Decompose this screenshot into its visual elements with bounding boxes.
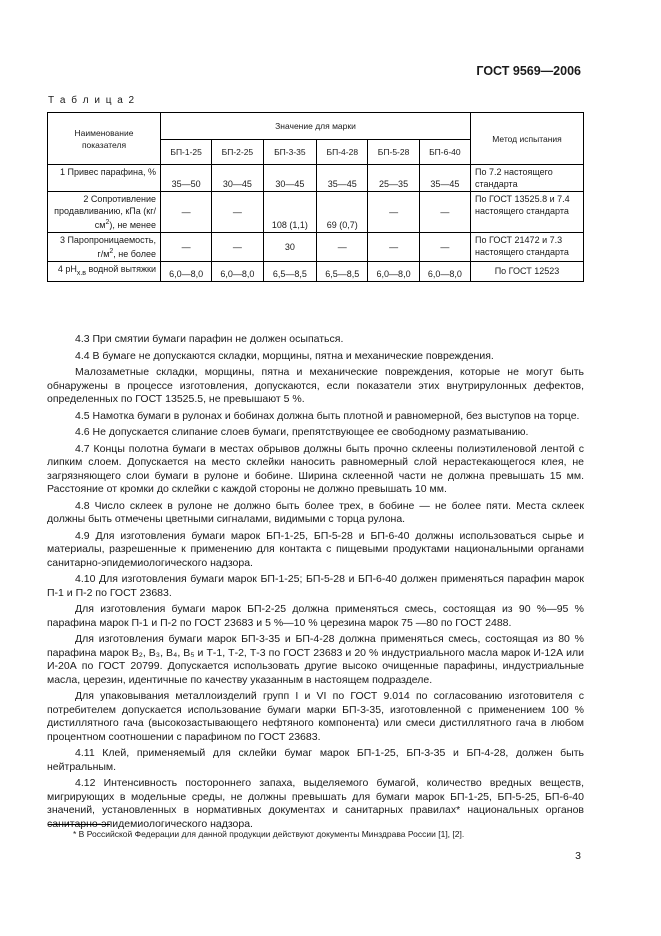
cell-value: — <box>368 192 419 233</box>
header-method: Метод испытания <box>471 113 584 165</box>
cell-value: 69 (0,7) <box>317 192 368 233</box>
header-value: Значение для марки <box>161 113 471 140</box>
document-header: ГОСТ 9569—2006 <box>476 64 581 78</box>
paragraph: 4.4 В бумаге не допускаются складки, морщины, пятна и механические повреждения. <box>75 349 494 362</box>
footnote: * В Российской Федерации для данной продукции действуют документы Минздрава России [1], [2]. <box>73 829 465 839</box>
cell-value: 6,0—8,0 <box>161 262 212 282</box>
row-name: 3 Паропроницаемость, $г/м^2$, не более <box>48 233 161 262</box>
cell-value: — <box>212 233 263 262</box>
paragraph: Для изготовления бумаги марок БП-3-35 и БП-4-28 должна применяться смесь, состоящая из 80 % парафина марок В₂, В₃, В₄, В₅ и Т-1, Т-2, Т-3 по ГОСТ 23683 и 20 % индустриального масла марок И-12А или И-20А по ГОСТ 20799. Допускается использовать другие высоко очищенные парафины, индустриальные масла, церезин, идентичные по качеству указанным в настоящем подразделе. <box>47 633 584 686</box>
paragraph: 4.12 Интенсивность постороннего запаха, выделяемого бумагой, количество вредных веществ, мигрирующих в модельные среды, не должны превышать для бумаги марок БП-1-25, БП-5-25, БП-6-40 значений, установленных в нормативных документах и санитарных правилах* национальных органов санитарно-эпидемиологического надзора. <box>47 777 584 830</box>
table-row <box>48 165 584 192</box>
row-method: По ГОСТ 21472 и 7.3 настоящего стандарта <box>471 233 584 262</box>
table-row <box>48 262 584 282</box>
cell-value: — <box>161 233 212 262</box>
table-row <box>48 233 584 262</box>
cell-value: — <box>368 233 419 262</box>
cell-value: 35—50 <box>161 165 212 192</box>
cell-value: 6,5—8,5 <box>317 262 368 282</box>
brand-header: БП-4-28 <box>317 140 368 165</box>
table-row <box>48 192 584 233</box>
cell-value: — <box>419 192 470 233</box>
paragraph: Малозаметные складки, морщины, пятна и механические повреждения, которые не могут быть обнаружены в процессе изготовления, допускаются, если показатели этих внутрирулонных дефектов, определенных по ГОСТ 13525.5, не превышают 5 %. <box>47 366 584 405</box>
paragraph: 4.8 Число склеек в рулоне не должно быть более трех, в бобине — не более пяти. Места склеек должны быть отмечены цветными сигналами, видимыми с торца рулона. <box>47 499 584 525</box>
paragraph: Для упаковывания металлоизделий групп I и VI по ГОСТ 9.014 по согласованию изготовителя с потребителем допускается использование бумаги марки БП-3-35, изготовленной с применением 100 % дистиллятного гача (высокозастывающего нефтяного компонента) или смеси дистиллятного гача в любом процентном соотношении с парафином по ГОСТ 23683. <box>47 690 584 743</box>
row-method: По ГОСТ 12523 <box>471 262 584 282</box>
row-name: 4 $pH_{х.в}$ водной вытяжки <box>48 262 161 282</box>
page-number: 3 <box>575 850 581 862</box>
cell-value: 6,5—8,5 <box>263 262 317 282</box>
cell-value: — <box>419 233 470 262</box>
table-caption: Т а б л и ц а 2 <box>48 95 136 106</box>
paragraph: 4.9 Для изготовления бумаги марок БП-1-25, БП-5-28 и БП-6-40 должны использоваться сырье и материалы, разрешенные к применению для контакта с пищевыми продуктами национальными органами санитарно-эпидемиологического надзора. <box>47 529 584 569</box>
cell-value: — <box>161 192 212 233</box>
paragraph: 4.3 При смятии бумаги парафин не должен осыпаться. <box>75 333 344 345</box>
row-method: По ГОСТ 13525.8 и 7.4 настоящего стандарта <box>471 192 584 233</box>
paragraph: 4.5 Намотка бумаги в рулонах и бобинах должна быть плотной и равномерной, без выступов на торце. <box>75 409 580 422</box>
footnote-divider <box>48 824 110 825</box>
paragraph: 4.11 Клей, применяемый для склейки бумаг марок БП-1-25, БП-3-35 и БП-4-28, должен быть нейтральным. <box>47 747 584 773</box>
row-name: 1 Привес парафина, % <box>48 165 161 192</box>
cell-value: — <box>212 192 263 233</box>
cell-value: 35—45 <box>317 165 368 192</box>
row-method: По 7.2 настоящего стандарта <box>471 165 584 192</box>
cell-value: 6,0—8,0 <box>212 262 263 282</box>
paragraph: 4.7 Концы полотна бумаги в местах обрывов должны быть прочно склеены полиэтиленовой лентой с липким слоем. Допускается на место склейки наносить равномерный слой нерастекающегося клея, не загрязняющего слои бумаги в рулоне и бобине. Ширина склеенной части не должна превышать 15 мм. Расстояние от кромки до склейки с каждой стороны не должно превышать 10 мм. <box>47 442 584 495</box>
header-name: Наименование показателя <box>48 113 161 165</box>
cell-value: — <box>317 233 368 262</box>
cell-value: 30 <box>263 233 317 262</box>
brand-header: БП-3-35 <box>263 140 317 165</box>
properties-table <box>47 112 584 282</box>
paragraph: Для изготовления бумаги марок БП-2-25 должна применяться смесь, состоящая из 90 %—95 % парафина марок П-1 и П-2 по ГОСТ 23683 и 5 %—10 % церезина марок 75 —80 по ГОСТ 2488. <box>47 603 584 629</box>
paragraph: 4.6 Не допускается слипание слоев бумаги, препятствующее ее свободному разматыванию. <box>75 426 529 438</box>
brand-header: БП-5-28 <box>368 140 419 165</box>
cell-value: 35—45 <box>419 165 470 192</box>
cell-value: 6,0—8,0 <box>368 262 419 282</box>
cell-value: 108 (1,1) <box>263 192 317 233</box>
row-name: 2 Сопротивление продавливанию, кПа $(кг/см^2)$, не менее <box>48 192 161 233</box>
brand-header: БП-1-25 <box>161 140 212 165</box>
cell-value: 30—45 <box>212 165 263 192</box>
cell-value: 30—45 <box>263 165 317 192</box>
paragraph: 4.10 Для изготовления бумаги марок БП-1-25; БП-5-28 и БП-6-40 должен применяться парафин марок П-1 и П-2 по ГОСТ 23683. <box>47 573 584 599</box>
cell-value: 25—35 <box>368 165 419 192</box>
cell-value: 6,0—8,0 <box>419 262 470 282</box>
brand-header: БП-6-40 <box>419 140 470 165</box>
brand-header: БП-2-25 <box>212 140 263 165</box>
body-text <box>47 333 584 834</box>
